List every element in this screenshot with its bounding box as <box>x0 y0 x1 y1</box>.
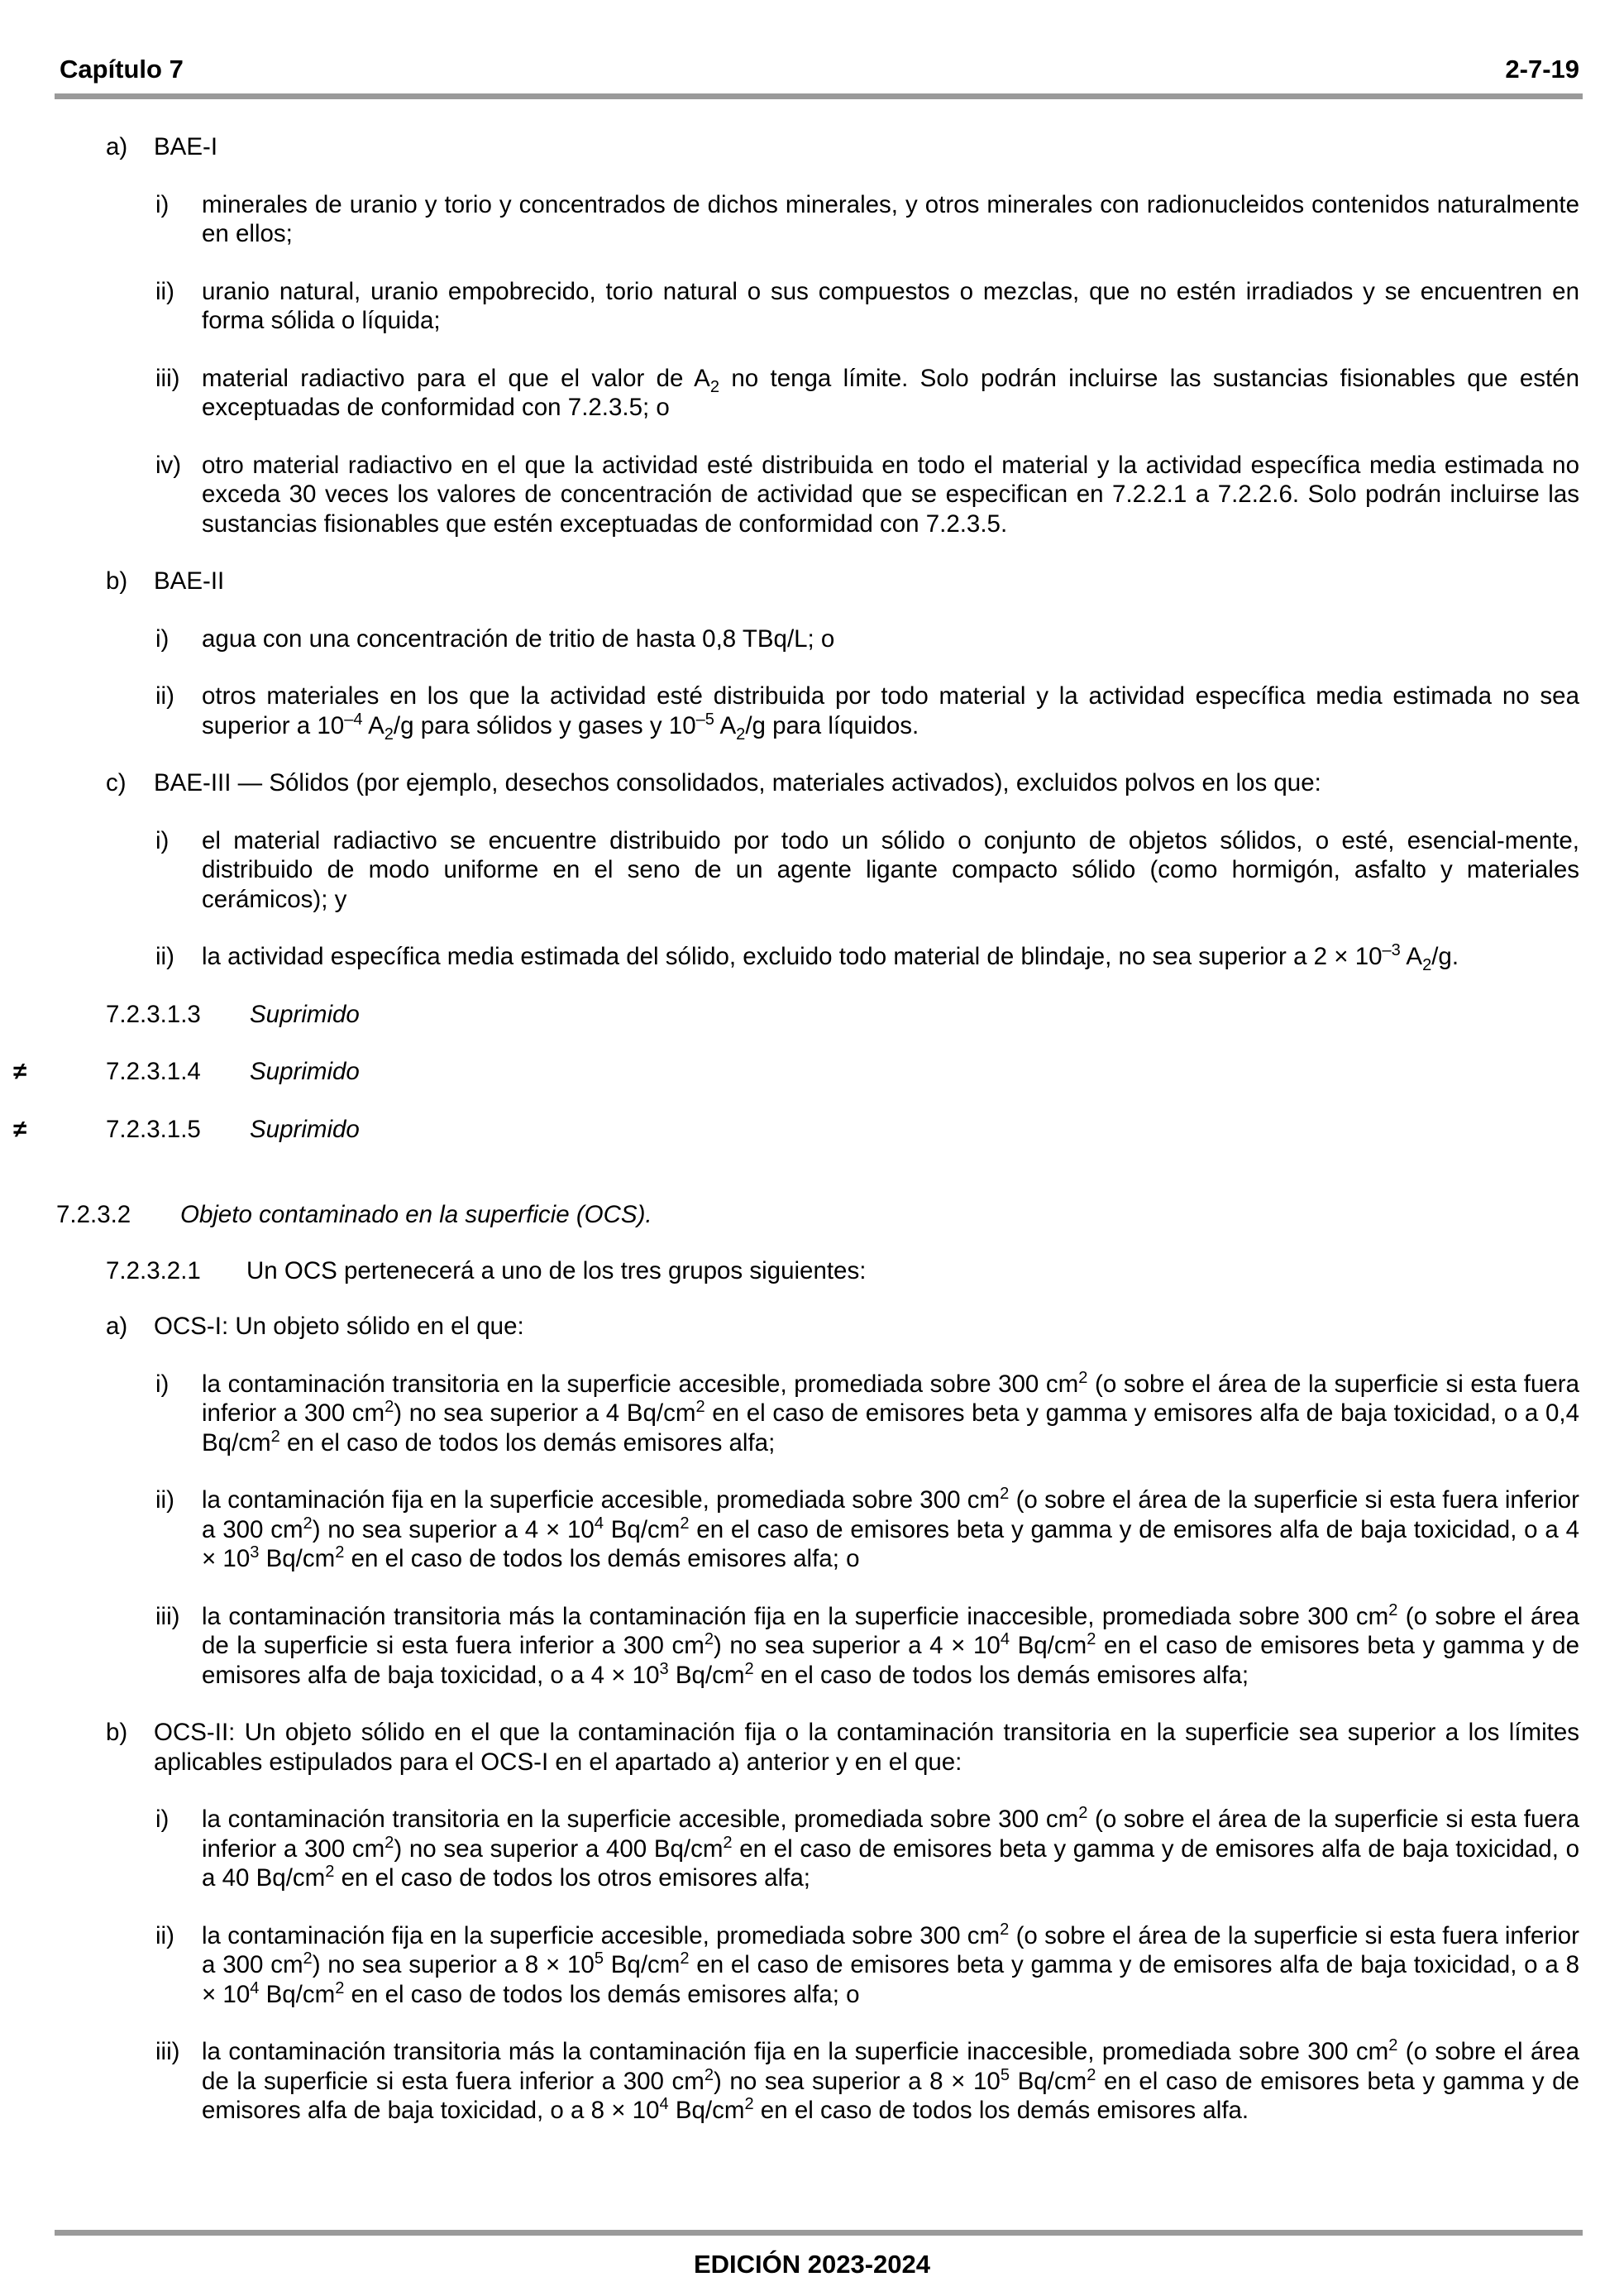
sub-item-label: ii) <box>155 1921 174 1949</box>
section-title: Objeto contaminado en la superficie (OCS). <box>180 1201 652 1228</box>
sub-item-label: ii) <box>155 682 174 710</box>
header-rule <box>55 93 1583 99</box>
sub-item <box>0 682 1624 744</box>
sub-item-text: la contaminación transitoria en la superficie accesible, promediada sobre 300 $cm^2$ (o sobre el área de la superficie si esta fuera inferior a 300 $cm^2$) no sea superior a 4 $Bq/cm^2$ en el caso de emisores beta y gamma y emisores alfa de baja toxicidad, o a 0,4 $Bq/cm^2$ en el caso de todos los demás emisores alfa; <box>202 1368 1579 1457</box>
sub-item-text: la contaminación fija en la superficie accesible, promediada sobre 300 $cm^2$ (o sobre el área de la superficie si esta fuera inferior a 300 $cm^2$) no sea superior a $8 \times 10^5$ $Bq/cm^2$ en el caso de emisores beta y gamma y de emisores alfa de baja toxicidad, o a $8 \times 10^4$ $Bq/cm^2$ en el caso de todos los demás emisores alfa; o <box>202 1920 1579 2008</box>
paragraph-number: 7.2.3.1.4 <box>106 1058 201 1085</box>
sub-item-label: iii) <box>155 364 180 392</box>
paragraph-text: Suprimido <box>250 1115 360 1143</box>
sub-item-text: otro material radiactivo en el que la actividad esté distribuida en todo el material y la actividad específica media estimada no exceda 30 veces los valores de concentración de actividad que se especifican en 7.2.2.1 a 7.2.2.6. Solo podrán incluirse las sustancias fisionables que estén exceptuadas de conformidad con 7.2.3.5. <box>202 451 1579 538</box>
sub-item <box>0 1485 1624 1574</box>
sub-item-text: la contaminación transitoria en la superficie accesible, promediada sobre 300 $cm^2$ (o sobre el área de la superficie si esta fuera inferior a 300 $cm^2$) no sea superior a 400 $Bq/cm^2$ en el caso de emisores beta y gamma y de emisores alfa de baja toxicidad, o a 40 $Bq/cm^2$ en el caso de todos los otros emisores alfa; <box>202 1804 1579 1892</box>
sub-item-text: uranio natural, uranio empobrecido, torio natural o sus compuestos o mezclas, que no estén irradiados y se encuentren en forma sólida o líquida; <box>202 277 1579 334</box>
sub-item-text: la actividad específica media estimada del sólido, excluido todo material de blindaje, no sea superior a $2 \times 10^{-3}$ $A_2/g$. <box>202 941 1459 974</box>
sub-item-text: el material radiactivo se encuentre distribuido por todo un sólido o conjunto de objetos sólidos, o esté, esencial-mente, distribuido de modo uniforme en el seno de un agente ligante compacto sólido (como hormigón, asfalto y materiales cerámicos); y <box>202 826 1579 913</box>
deleted-paragraph <box>0 1115 1624 1145</box>
document-body <box>0 132 1624 2126</box>
list-item-ocs-ii <box>0 1718 1624 1777</box>
sub-item-label: iii) <box>155 1602 180 1630</box>
change-marker: ≠ <box>13 1058 27 1085</box>
sub-item-text: material radiactivo para el que el valor de $A_2$ no tenga límite. Solo podrán incluirse las sustancias fisionables que estén exceptuadas de conformidad con 7.2.3.5; o <box>202 364 1579 421</box>
list-item-bae-ii <box>0 567 1624 596</box>
sub-item <box>0 451 1624 539</box>
paragraph-number: 7.2.3.1.3 <box>106 1000 201 1028</box>
sub-item-text: la contaminación fija en la superficie accesible, promediada sobre 300 $cm^2$ (o sobre el área de la superficie si esta fuera inferior a 300 $cm^2$) no sea superior a $4 \times 10^4$ $Bq/cm^2$ en el caso de emisores beta y gamma y de emisores alfa de baja toxicidad, o a $4 \times 10^3$ $Bq/cm^2$ en el caso de todos los demás emisores alfa; o <box>202 1485 1579 1572</box>
sub-item-label: ii) <box>155 1486 174 1514</box>
sub-item-label: i) <box>155 1370 170 1398</box>
list-item-ocs-i <box>0 1312 1624 1342</box>
deleted-paragraph <box>0 1057 1624 1087</box>
sub-item <box>0 1921 1624 2010</box>
sub-item-text: agua con una concentración de tritio de hasta 0,8 TBq/L; o <box>202 624 835 653</box>
sub-item-text: otros materiales en los que la actividad esté distribuida por todo material y la actividad específica media estimada no sea superior a $10^{-4}$ $A_2/g$ para sólidos y gases y $10^{-5}$ $A_2/g$ para líquidos. <box>202 682 1579 744</box>
chapter-title: Capítulo 7 <box>60 55 184 84</box>
item-label: c) <box>106 769 127 796</box>
sub-item <box>0 1370 1624 1458</box>
sub-item <box>0 1602 1624 1691</box>
paragraph-text: Suprimido <box>250 1000 360 1028</box>
sub-item-text: la contaminación transitoria más la contaminación fija en la superficie inaccesible, promediada sobre 300 $cm^2$ (o sobre el área de la superficie si esta fuera inferior a 300 $cm^2$) no sea superior a $8 \times 10^5$ $Bq/cm^2$ en el caso de emisores beta y gamma y de emisores alfa de baja toxicidad, o a $8 \times 10^4$ $Bq/cm^2$ en el caso de todos los demás emisores alfa. <box>202 2036 1579 2124</box>
sub-item <box>0 826 1624 915</box>
item-title: OCS-I: Un objeto sólido en el que: <box>154 1313 524 1340</box>
item-title: OCS-II: Un objeto sólido en el que la contaminación fija o la contaminación transitoria en la superficie sea superior a los límites aplicables estipulados para el OCS-I en el apartado a) anterior y en el que: <box>154 1719 1579 1776</box>
sub-item <box>0 2037 1624 2126</box>
edition-footer: EDICIÓN 2023-2024 <box>693 2250 931 2279</box>
sub-item-label: i) <box>155 624 170 653</box>
sub-item-text: minerales de uranio y torio y concentrados de dichos minerales, y otros minerales con radionucleidos contenidos naturalmente en ellos; <box>202 190 1579 247</box>
section-heading <box>0 1200 1624 1230</box>
paragraph-text: Suprimido <box>250 1058 360 1085</box>
sub-item-label: iv) <box>155 451 182 479</box>
item-label: b) <box>106 567 128 595</box>
item-label: b) <box>106 1719 128 1746</box>
page-number: 2-7-19 <box>1505 55 1579 84</box>
item-title: BAE-II <box>154 567 225 595</box>
sub-item-label: ii) <box>155 943 174 970</box>
sub-item <box>0 624 1624 654</box>
page-header <box>56 48 1579 88</box>
item-title: BAE-I <box>154 133 218 160</box>
sub-item-label: iii) <box>155 2038 180 2065</box>
sub-item <box>0 277 1624 336</box>
paragraph-text: Un OCS pertenecerá a uno de los tres grupos siguientes: <box>246 1256 867 1284</box>
item-label: a) <box>106 133 128 160</box>
item-label: a) <box>106 1313 128 1340</box>
list-item-bae-iii <box>0 768 1624 798</box>
item-title: BAE-III — Sólidos (por ejemplo, desechos consolidados, materiales activados), excluidos polvos en los que: <box>154 769 1321 796</box>
change-marker: ≠ <box>13 1115 27 1143</box>
paragraph-number: 7.2.3.1.5 <box>106 1115 201 1143</box>
footer-rule <box>55 2230 1583 2236</box>
sub-item-label: i) <box>155 826 170 854</box>
sub-item <box>0 1805 1624 1893</box>
sub-item <box>0 942 1624 972</box>
subsection-paragraph <box>0 1256 1624 1286</box>
list-item-bae-i <box>0 132 1624 162</box>
paragraph-number: 7.2.3.2.1 <box>106 1256 201 1284</box>
sub-item <box>0 190 1624 249</box>
section-number: 7.2.3.2 <box>56 1201 131 1228</box>
sub-item-label: ii) <box>155 277 174 305</box>
sub-item-label: i) <box>155 1806 170 1833</box>
sub-item-label: i) <box>155 190 170 218</box>
deleted-paragraph <box>0 1000 1624 1030</box>
sub-item <box>0 364 1624 423</box>
sub-item-text: la contaminación transitoria más la contaminación fija en la superficie inaccesible, promediada sobre 300 $cm^2$ (o sobre el área de la superficie si esta fuera inferior a 300 $cm^2$) no sea superior a $4 \times 10^4$ $Bq/cm^2$ en el caso de emisores beta y gamma y de emisores alfa de baja toxicidad, o a $4 \times 10^3$ $Bq/cm^2$ en el caso de todos los demás emisores alfa; <box>202 1600 1579 1689</box>
